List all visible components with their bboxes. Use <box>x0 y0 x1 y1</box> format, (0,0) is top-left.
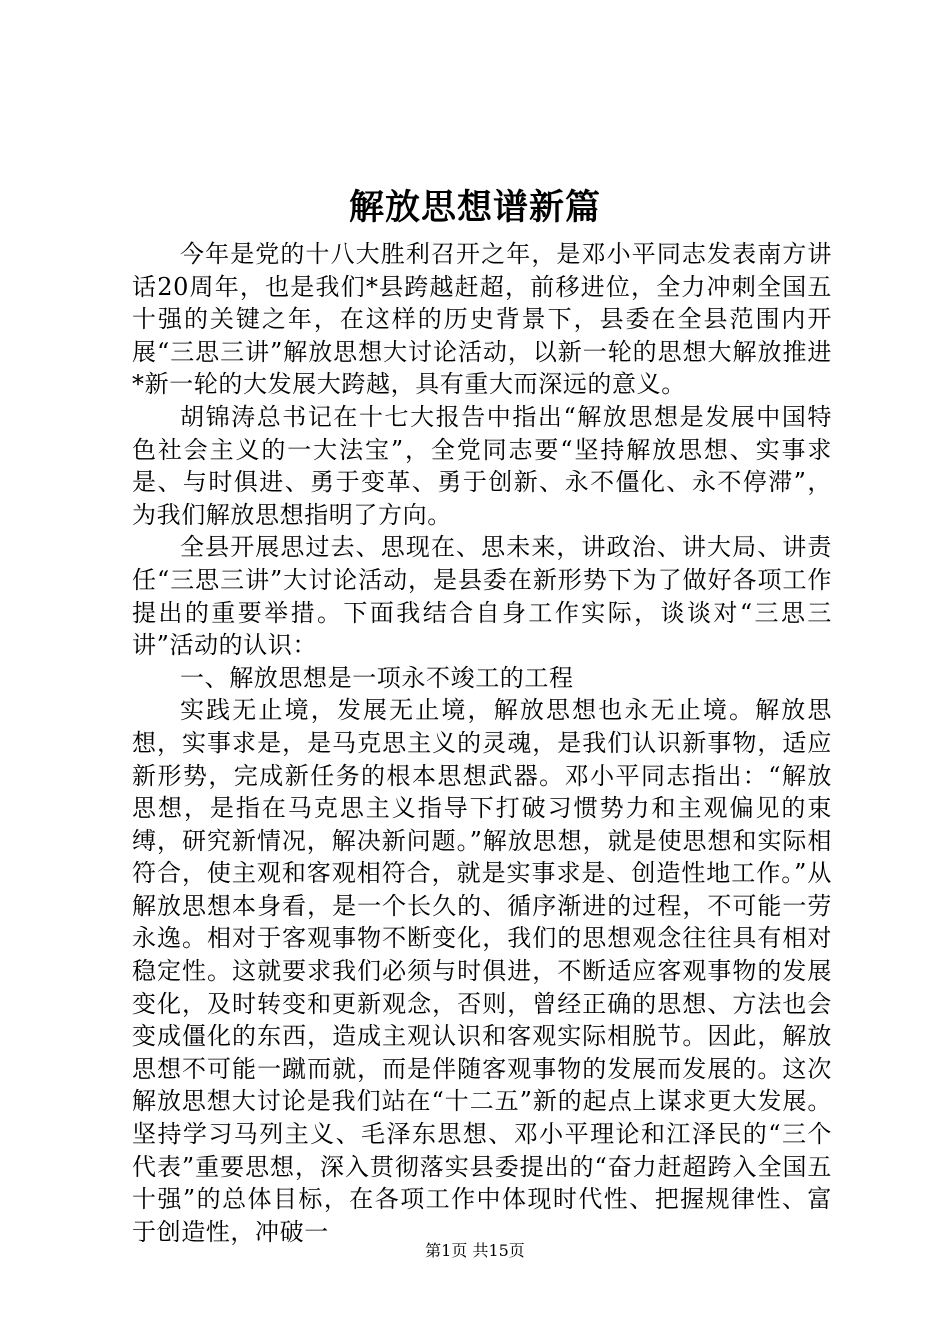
paragraph-2: 胡锦涛总书记在十七大报告中指出“解放思想是发展中国特色社会主义的一大法宝”，全党同志要“坚持解放思想、实事求是、与时俱进、勇于变革、勇于创新、永不僵化、永不停滞”，为我们解放思想指明了方向。 <box>132 402 832 529</box>
document-body <box>132 238 832 1248</box>
page-number-footer: 第1页 共15页 <box>425 1241 525 1260</box>
section-heading-1: 一、解放思想是一项永不竣工的工程 <box>180 663 574 692</box>
paragraph-3: 全县开展思过去、思现在、思未来，讲政治、讲大局、讲责任“三思三讲”大讨论活动，是县委在新形势下为了做好各项工作提出的重要举措。下面我结合自身工作实际，谈谈对“三思三讲”活动的认识： <box>132 533 832 660</box>
paragraph-4: 实践无止境，发展无止境，解放思想也永无止境。解放思想，实事求是，是马克思主义的灵魂，是我们认识新事物，适应新形势，完成新任务的根本思想武器。邓小平同志指出：“解放思想，是指在马克思主义指导下打破习惯势力和主观偏见的束缚，研究新情况，解决新问题。”解放思想，就是使思想和实际相符合，使主观和客观相符合，就是实事求是、创造性地工作。”从解放思想本身看，是一个长久的、循序渐进的过程，不可能一劳永逸。相对于客观事物不断变化，我们的思想观念往往具有相对稳定性。这就要求我们必须与时俱进，不断适应客观事物的发展变化，及时转变和更新观念，否则，曾经正确的思想、方法也会变成僵化的东西，造成主观认识和客观实际相脱节。因此，解放思想不可能一蹴而就，而是伴随客观事物的发展而发展的。这次解放思想大讨论是我们站在“十二五”新的起点上谋求更大发展。坚持学习马列主义、毛泽东思想、邓小平理论和江泽民的“三个代表”重要思想，深入贯彻落实县委提出的“奋力赶超跨入全国五十强”的总体目标，在各项工作中体现时代性、把握规律性、富于创造性，冲破一 <box>132 696 832 1246</box>
paragraph-1: 今年是党的十八大胜利召开之年，是邓小平同志发表南方讲话20周年，也是我们*县跨越赶超，前移进位，全力冲刺全国五十强的关键之年，在这样的历史背景下，县委在全县范围内开展“三思三讲”解放思想大讨论活动，以新一轮的思想大解放推进*新一轮的大发展大跨越，具有重大而深远的意义。 <box>132 240 832 399</box>
document-title: 解放思想谱新篇 <box>348 187 601 228</box>
